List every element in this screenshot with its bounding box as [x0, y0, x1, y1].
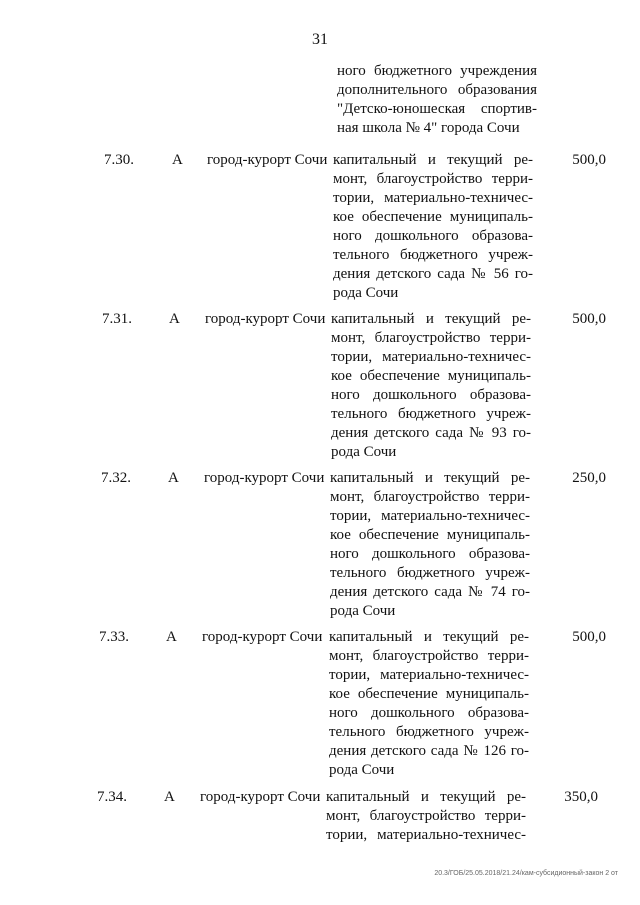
description-line: монт, благоустройство терри- [326, 808, 526, 824]
item-letter: А [164, 789, 175, 805]
item-letter: А [169, 311, 180, 327]
description-line: монт, благоустройство терри- [331, 330, 531, 346]
footer-document-code: 20.3/ГОБ/25.05.2018/21.24/кам-субсидионный-закон 2 от [434, 870, 618, 877]
item-amount: 350,0 [564, 789, 598, 805]
description-line: тельного бюджетного учреж- [330, 565, 530, 581]
description-line: кое обеспечение муниципаль- [330, 527, 530, 543]
item-number: 7.32. [101, 470, 131, 486]
description-line: тории, материально-техничес- [330, 508, 530, 524]
description-line: дения детского сада № 74 го- [330, 584, 530, 600]
description-line: дополнительного образования [337, 82, 537, 98]
item-amount: 250,0 [572, 470, 606, 486]
description-line: тории, материально-техничес- [331, 349, 531, 365]
item-number: 7.34. [97, 789, 127, 805]
description-line: монт, благоустройство терри- [333, 171, 533, 187]
item-description [326, 788, 526, 845]
item-place: город-курорт Сочи [200, 789, 321, 805]
item-place: город-курорт Сочи [204, 470, 325, 486]
continued-description [337, 62, 537, 138]
description-line: тории, материально-техничес- [333, 190, 533, 206]
description-line: "Детско-юношеская спортив- [337, 101, 537, 117]
description-line: капитальный и текущий ре- [333, 152, 533, 168]
item-place: город-курорт Сочи [205, 311, 326, 327]
item-letter: А [166, 629, 177, 645]
description-line: капитальный и текущий ре- [326, 789, 526, 805]
item-amount: 500,0 [572, 311, 606, 327]
description-line: тельного бюджетного учреж- [331, 406, 531, 422]
description-line: монт, благоустройство терри- [329, 648, 529, 664]
description-line: кое обеспечение муниципаль- [331, 368, 531, 384]
description-line: ного дошкольного образова- [333, 228, 533, 244]
description-line: ного бюджетного учреждения [337, 63, 537, 79]
description-line: ного дошкольного образова- [331, 387, 531, 403]
description-line: кое обеспечение муниципаль- [333, 209, 533, 225]
description-line: рода Сочи [329, 762, 395, 778]
description-line: капитальный и текущий ре- [329, 629, 529, 645]
item-description [330, 469, 530, 621]
item-description [331, 310, 531, 462]
item-letter: А [172, 152, 183, 168]
item-description [333, 151, 533, 303]
description-line: капитальный и текущий ре- [331, 311, 531, 327]
description-line: рода Сочи [333, 285, 399, 301]
description-line: дения детского сада № 93 го- [331, 425, 531, 441]
description-line: кое обеспечение муниципаль- [329, 686, 529, 702]
description-line: ная школа № 4" города Сочи [337, 120, 520, 136]
description-line: ного дошкольного образова- [329, 705, 529, 721]
description-line: тории, материально-техничес- [329, 667, 529, 683]
item-description [329, 628, 529, 780]
description-line: тельного бюджетного учреж- [329, 724, 529, 740]
item-letter: А [168, 470, 179, 486]
page-number: 31 [312, 31, 328, 48]
description-line: тельного бюджетного учреж- [333, 247, 533, 263]
item-number: 7.30. [104, 152, 134, 168]
description-line: ного дошкольного образова- [330, 546, 530, 562]
item-number: 7.31. [102, 311, 132, 327]
description-line: дения детского сада № 126 го- [329, 743, 529, 759]
description-line: рода Сочи [330, 603, 396, 619]
item-number: 7.33. [99, 629, 129, 645]
description-line: рода Сочи [331, 444, 397, 460]
description-line: монт, благоустройство терри- [330, 489, 530, 505]
item-place: город-курорт Сочи [202, 629, 323, 645]
item-place: город-курорт Сочи [207, 152, 328, 168]
item-amount: 500,0 [572, 152, 606, 168]
description-line: тории, материально-техничес- [326, 827, 526, 843]
description-line: капитальный и текущий ре- [330, 470, 530, 486]
item-amount: 500,0 [572, 629, 606, 645]
description-line: дения детского сада № 56 го- [333, 266, 533, 282]
